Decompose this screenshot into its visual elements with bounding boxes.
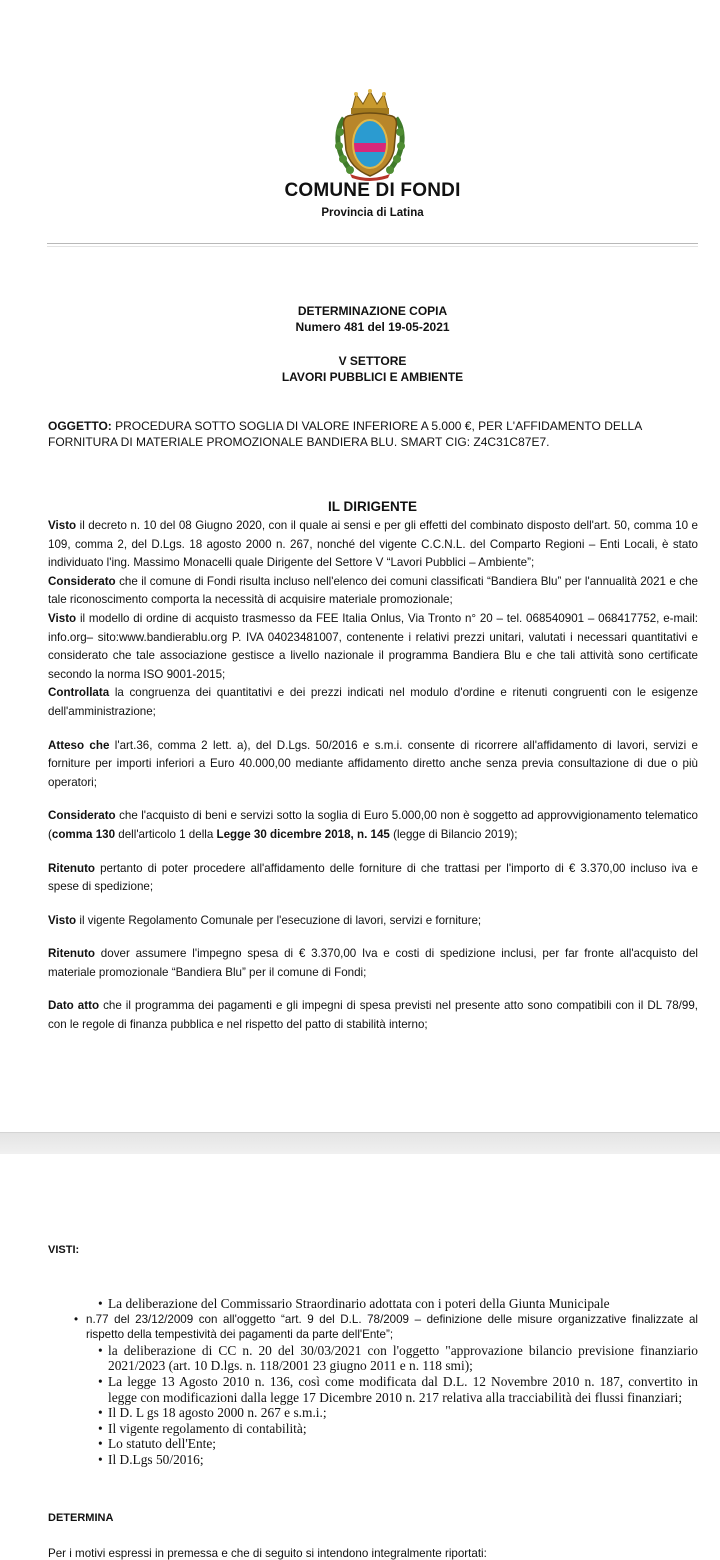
- determina-intro: Per i motivi espressi in premessa e che di seguito si intendono integralmente riportati:: [48, 1547, 487, 1560]
- paragraph-text: il vigente Regolamento Comunale per l'esecuzione di lavori, servizi e forniture;: [76, 913, 482, 927]
- paragraph-text: pertanto di poter procedere all'affidamento delle forniture di che trattasi per l'importo di € 3.370,00 incluso iva e spese di spedizione;: [48, 861, 698, 894]
- paragraph-bold-ref: comma 130: [51, 827, 116, 841]
- determination-type: DETERMINAZIONE COPIA: [297, 304, 448, 318]
- list-item-text: Il vigente regolamento di contabilità;: [108, 1420, 307, 1436]
- coat-of-arms-icon: [330, 88, 410, 182]
- province-subtitle: Provincia di Latina: [321, 207, 424, 219]
- paragraph-text: che il programma dei pagamenti e gli impegni di spesa previsti nel presente atto sono compatibili con il DL 78/99, con le regole di finanza pubblica e nel rispetto del patto di stabilità interno;: [48, 999, 698, 1032]
- paragraph-text: che il comune di Fondi risulta incluso nell'elenco dei comuni classificati “Bandiera Blu” per l'annualità 2021 e che tale riconoscimento comporta la necessità di acquisire materiale promozionale;: [48, 574, 698, 607]
- page-break: [0, 1132, 720, 1155]
- list-item-text: La legge 13 Agosto 2010 n. 136, così come modificata dal D.L. 12 Novembre 2010 n. 187, convertito in legge con modificazioni dalla legge 17 Dicembre 2010 n. 217 relativa alla tracciabilità dei flussi finanziari;: [108, 1373, 698, 1405]
- list-item-text: la deliberazione di CC n. 20 del 30/03/2021 con l'oggetto "approvazione bilancio previsione finanziario 2021/2023 (art. 10 D.lgs. n. 118/2001 23 giugno 2011 e n. 118 smi);: [108, 1342, 698, 1374]
- bullet-icon: •: [98, 1420, 103, 1436]
- paragraph-lead: Controllata: [48, 686, 110, 700]
- paragraph-lead: Considerato: [48, 574, 116, 588]
- paragraph-text: il decreto n. 10 del 08 Giugno 2020, con il quale ai sensi e per gli effetti del combinato disposto dell'art. 50, comma 10 e 109, comma 2, del D.Lgs. 18 agosto 2000 n. 267, nonché del vigente C.C.N.L. del Comparto Regioni – Enti Locali, è stato individuato l'ing. Massimo Monacelli quale Dirigente del Settore V “Lavori Pubblici – Ambiente”;: [48, 519, 698, 570]
- premises-body: [48, 517, 698, 1035]
- list-item: [74, 1436, 698, 1452]
- list-item: [74, 1452, 698, 1468]
- paragraph-lead: Dato atto: [48, 999, 100, 1013]
- paragraph: [48, 610, 698, 684]
- list-item-text: Il D.Lgs 50/2016;: [108, 1451, 204, 1467]
- list-item-text: La deliberazione del Commissario Straordinario adottata con i poteri della Giunta Municipale: [108, 1296, 610, 1311]
- list-item: [74, 1296, 698, 1312]
- subject-label: OGGETTO:: [48, 419, 112, 433]
- paragraph: [48, 807, 698, 844]
- paragraph-lead: Visto: [48, 611, 77, 625]
- paragraph-text: (legge di Bilancio 2019);: [389, 827, 518, 841]
- paragraph: [48, 860, 698, 897]
- paragraph-lead: Visto: [48, 913, 77, 927]
- bullet-icon: •: [98, 1451, 103, 1467]
- sector-number: V SETTORE: [338, 354, 407, 368]
- visti-list: [74, 1296, 698, 1468]
- list-item: [74, 1374, 698, 1405]
- paragraph-lead: Atteso che: [48, 738, 110, 752]
- paragraph-text: l'art.36, comma 2 lett. a), del D.Lgs. 50/2016 e s.m.i. consente di ricorrere all'affidamento di lavori, servizi e forniture per importi inferiori a Euro 40.000,00 mediante affidamento diretto anche senza previa consultazione di due o più operatori;: [48, 738, 698, 789]
- paragraph-text: la congruenza dei quantitativi e dei prezzi indicati nel modulo d'ordine e ritenuti congruenti con le esigenze dell'amministrazione;: [48, 686, 698, 718]
- sector-name: LAVORI PUBBLICI E AMBIENTE: [281, 370, 464, 384]
- subject-text: PROCEDURA SOTTO SOGLIA DI VALORE INFERIORE A 5.000 €, PER L'AFFIDAMENTO DELLA FORNITURA DI MATERIALE PROMOZIONALE BANDIERA BLU. SMART CIG: Z4C31C87E7.: [48, 419, 642, 449]
- list-item: [74, 1343, 698, 1374]
- paragraph-lead: Considerato: [48, 809, 116, 823]
- paragraph-text: dell'articolo 1 della: [115, 827, 217, 841]
- determina-heading: DETERMINA: [48, 1512, 114, 1524]
- list-item-text: Lo statuto dell'Ente;: [108, 1436, 217, 1452]
- bullet-icon: •: [74, 1312, 79, 1326]
- bullet-icon: •: [98, 1342, 103, 1358]
- municipality-title: COMUNE DI FONDI: [284, 180, 461, 201]
- paragraph: [48, 684, 698, 721]
- paragraph: [48, 737, 698, 793]
- header-divider: [47, 243, 698, 247]
- list-item: [74, 1312, 698, 1343]
- visti-heading: VISTI:: [48, 1244, 80, 1256]
- paragraph-lead: Visto: [48, 519, 77, 532]
- paragraph: [48, 517, 698, 573]
- list-item-text: Il D. L gs 18 agosto 2000 n. 267 e s.m.i.;: [108, 1405, 327, 1421]
- paragraph: [48, 997, 698, 1034]
- bullet-icon: •: [98, 1405, 103, 1421]
- subject-block: [48, 418, 673, 450]
- paragraph-lead: Ritenuto: [48, 947, 96, 961]
- bullet-icon: •: [98, 1436, 103, 1452]
- list-item: [74, 1421, 698, 1437]
- paragraph-lead: Ritenuto: [48, 861, 96, 875]
- determination-number: Numero 481 del 19-05-2021: [295, 320, 450, 334]
- section-heading-dirigente: IL DIRIGENTE: [327, 499, 417, 514]
- paragraph-text: che l'acquisto di beni e servizi sotto la soglia di Euro 5.000,00 non è soggetto ad approvvigionamento telematico (: [48, 809, 698, 841]
- paragraph: [48, 573, 698, 610]
- bullet-icon: •: [98, 1296, 103, 1311]
- list-item: [74, 1405, 698, 1421]
- paragraph-text: dover assumere l'impegno spesa di € 3.370,00 Iva e costi di spedizione inclusi, per far fronte all'acquisto del materiale promozionale “Bandiera Blu” per il comune di Fondi;: [48, 947, 698, 979]
- list-item-text: n.77 del 23/12/2009 con all'oggetto “art. 9 del D.L. 78/2009 – definizione delle misure organizzative finalizzate al rispetto della tempestività dei pagamenti da parte dell'Ente”;: [86, 1312, 698, 1342]
- bullet-icon: •: [98, 1373, 103, 1389]
- paragraph: [48, 945, 698, 982]
- paragraph: [48, 912, 698, 931]
- paragraph-bold-ref: Legge 30 dicembre 2018, n. 145: [216, 827, 390, 841]
- paragraph-text: il modello di ordine di acquisto trasmesso da FEE Italia Onlus, Via Tronto n° 20 – tel. 068540901 – 068417752, e-mail: info.org– sito:www.bandierablu.org P. IVA 04023481007, contenente i relativi prezzi unitari, valutati i necessari quantitativi e considerato che tale associazione gestisce a livello nazionale il programma Bandiera Blu e che tali attività sono certificate secondo la norma ISO 9001-2015;: [48, 611, 698, 681]
